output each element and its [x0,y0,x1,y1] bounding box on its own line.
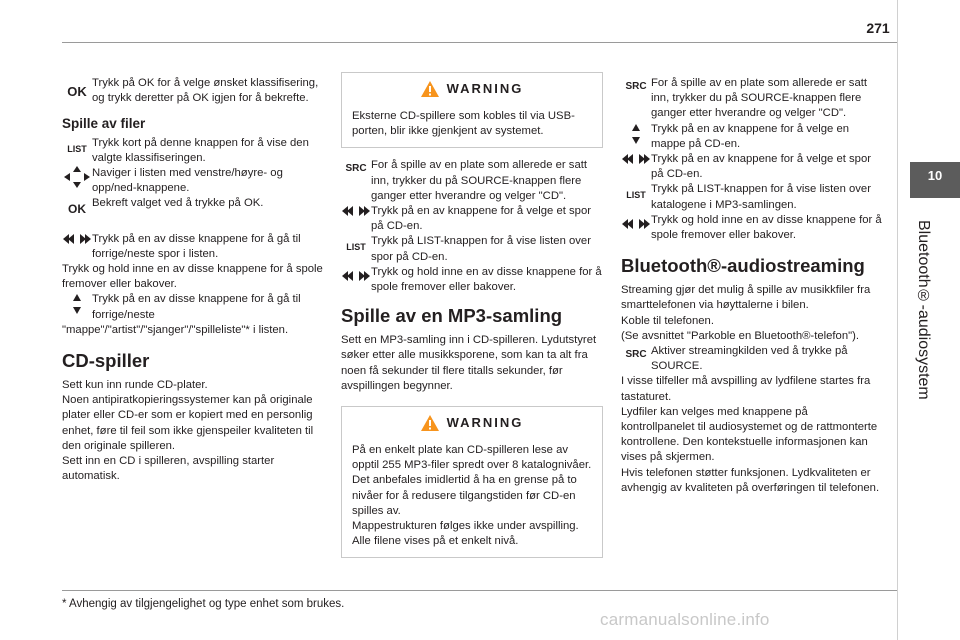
bt-text-3: (Se avsnittet "Parkoble en Bluetooth®-telefon"). [621,329,860,342]
warning-title: WARNING [446,81,524,97]
track-row [621,152,883,182]
cd-text-2: Noen antipiratkopieringssystemer kan på originale plater eller CD-er som er kopiert med en personlig enhet, føre til feil som ikke gjenspeiler kvaliteten til den originale spilleren. [62,394,314,452]
nav-row [62,166,324,196]
footnote: * Avhengig av tilgjengelighet og type enhet som brukes. [62,598,345,610]
warning-box-1 [341,72,603,148]
bt-text-1: Streaming gjør det mulig å spille av musikkfiler fra smarttelefonen via høyttalerne i bilen. [621,284,871,312]
files-text-1: Trykk kort på denne knappen for å vise den valgte klassifiseringen. [92,136,309,164]
ok-confirm-row [62,196,324,217]
watermark: carmanualsonline.info [600,610,770,629]
mp3-track-text: Trykk på en av knappene for å velge et spor på CD-en. [651,153,871,181]
mp3-list-text: Trykk på LIST-knappen for å vise listen over katalogene i MP3-samlingen. [651,183,871,211]
skip-arrows-icon [621,152,651,171]
chapter-title-text: Bluetooth®-audiosystem [915,220,932,400]
bt-heading: Bluetooth®-audiostreaming [621,255,865,277]
mp3-seek-text: Trykk og hold inne en av disse knappene for å spole fremover eller bakover. [651,213,882,242]
header-divider [62,42,897,43]
files-text-2: Naviger i listen med venstre/høyre- og opp/ned-knappene. [92,167,283,195]
list-row [621,182,883,212]
cd-seek-text: Trykk og hold inne en av disse knappene for å spole fremover eller bakover. [371,265,602,294]
mp3-source-text: For å spille av en plate som allerede er satt inn, trykker du på SOURCE-knappen flere ganger etter hverandre og velger "CD". [651,77,868,120]
files-heading: Spille av filer [62,116,146,132]
files-text-6: Trykk på en av disse knappene for å gå til forrige/neste [92,293,301,321]
cd-track-text: Trykk på en av knappene for å velge et spor på CD-en. [371,205,591,233]
column-1 [62,76,324,484]
source-icon: SRC [345,163,367,175]
warning-icon [421,81,439,97]
mp3-text: Sett en MP3-samling inn i CD-spilleren. Lydutstyret søker etter alle musikksporene, som kan ta alt fra noen få sekunder til flere titalls sekunder, før avspillingen begynner. [341,334,597,392]
footer-divider [62,590,897,591]
up-down-icon [62,292,92,321]
bt-text-4: Aktiver streamingkilden ved å trykke på SOURCE. [651,345,848,373]
arrows-cross-icon [62,166,92,193]
page-number: 271 [866,20,890,36]
chapter-tab-number: 10 [927,168,943,183]
list-icon: LIST [67,143,87,154]
files-text-3: Bekreft valget ved å trykke på OK. [92,197,264,210]
warning-text: Eksterne CD-spillere som kobles til via USB-porten, blir ikke gjenkjent av systemet. [352,110,575,138]
bt-text-2: Koble til telefonen. [621,314,714,327]
mp3-heading: Spille av en MP3-samling [341,305,563,327]
bt-text-7: Hvis telefonen støtter funksjonen. Lydkvaliteten er avhengig av kvaliteten på overføringen til telefonen. [621,466,880,494]
source-row [621,344,883,374]
ok-row [62,76,324,106]
skip-arrows-icon [341,204,371,223]
list-icon: LIST [626,190,646,201]
side-divider [897,0,898,640]
warning-title: WARNING [446,415,524,431]
warning-text-3: Mappestrukturen følges ikke under avspilling. Alle filene vises på et enkelt nivå. [352,520,579,548]
column-3 [621,76,883,496]
warning-header [352,415,592,431]
seek-row [621,213,883,243]
warning-text-2: Det anbefales imidlertid å ha en grense på to nivåer for å redusere tilgangstiden før CD-en spilles av. [352,474,577,517]
cd-text-3: Sett inn en CD i spilleren, avspilling starter automatisk. [62,455,275,483]
ok-icon: OK [68,202,86,217]
source-row [621,76,883,122]
column-2 [341,72,603,558]
ok-text: Trykk på OK for å velge ønsket klassifisering, og trykk deretter på OK igjen for å bekrefte. [92,77,319,105]
warning-icon [421,415,439,431]
seek-row [341,265,603,295]
ok-icon: OK [67,84,87,99]
files-text-5: Trykk og hold inne en av disse knappene for å spole fremover eller bakover. [62,263,323,291]
skip-arrows-icon [621,213,651,236]
folder-row [621,122,883,152]
source-icon: SRC [625,349,647,361]
track-row [341,204,603,234]
bt-text-6: Lydfiler kan velges med knappene på kontrollpanelet til audiosystemet og de rattmonterte kontrollene. Den kontekstuelle informasjonen kan vises på skjermen. [621,405,878,464]
list-icon: LIST [346,242,366,253]
list-row [341,234,603,264]
skip-arrows-icon [62,232,92,251]
mp3-folder-text: Trykk på en av knappene for å velge en mappe på CD-en. [651,122,850,150]
warning-header [352,81,592,97]
chapter-title [914,220,954,510]
cd-source-text: For å spille av en plate som allerede er satt inn, trykker du på SOURCE-knappen flere ganger etter hverandre og velger "CD". [371,159,588,202]
files-text-7: "mappe"/"artist"/"sjanger"/"spilleliste"* i listen. [62,323,289,336]
source-icon: SRC [625,81,647,92]
files-text-4: Trykk på en av disse knappene for å gå til forrige/neste spor i listen. [92,232,301,260]
source-row [341,158,603,204]
bt-text-5: I visse tilfeller må avspilling av lydfilene startes fra tastaturet. [621,375,871,403]
up-down-row [62,292,324,322]
skip-arrows-icon [341,265,371,288]
up-down-icon [621,122,651,151]
prev-next-row [62,232,324,262]
cd-heading: CD-spiller [62,350,150,372]
cd-list-text: Trykk på LIST-knappen for å vise listen over spor på CD-en. [371,235,591,263]
list-row [62,136,324,166]
cd-text-1: Sett kun inn runde CD-plater. [62,379,208,392]
warning-box-2 [341,406,603,558]
warning-text-1: På en enkelt plate kan CD-spilleren lese av opptil 255 MP3-filer spredt over 8 katalognivåer. [352,444,592,472]
